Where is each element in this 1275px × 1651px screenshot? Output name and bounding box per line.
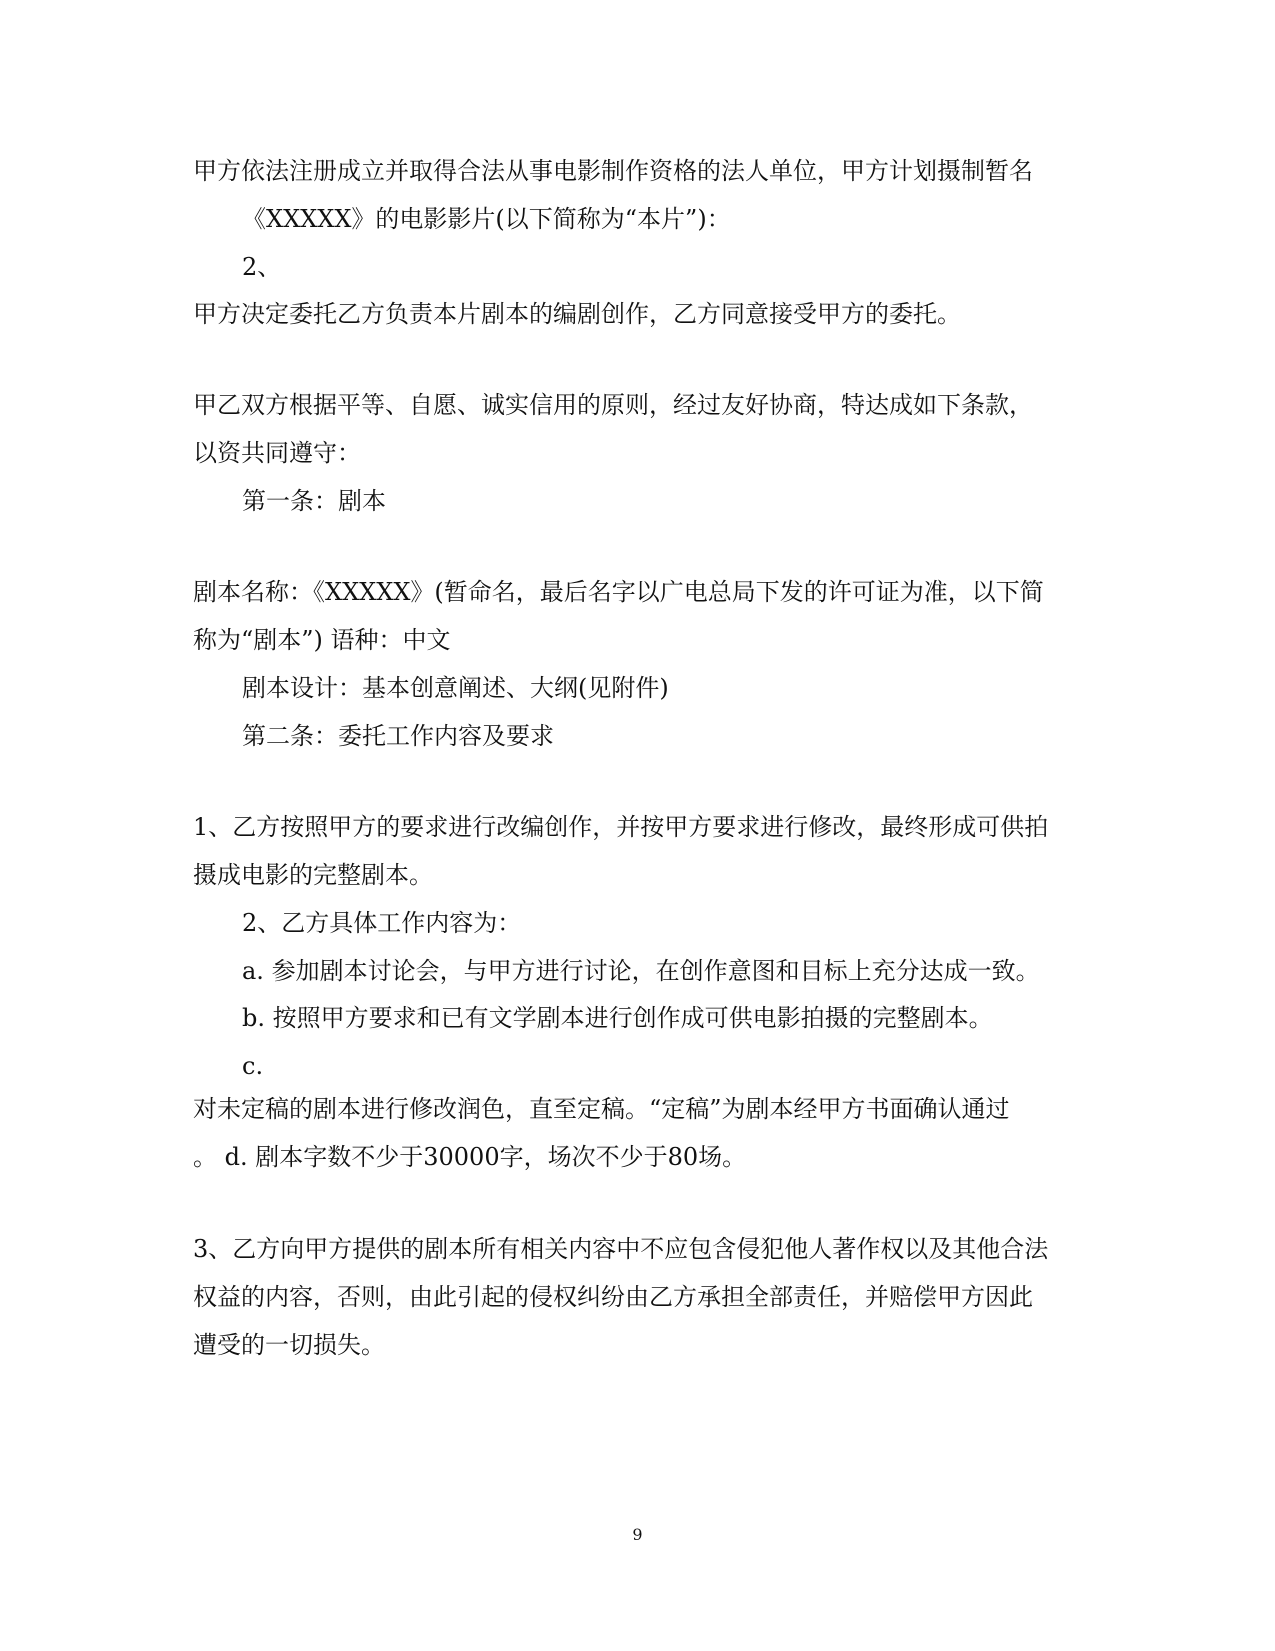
text-line: 摄成电影的完整剧本。 [193,861,433,889]
text-line: 遭受的一切损失。 [193,1331,385,1359]
text-line: 1、乙方按照甲方的要求进行改编创作，并按甲方要求进行修改，最终形成可供拍 [193,813,1049,841]
text-line: 2、 [242,253,282,281]
text-line: 剧本名称：《XXXXX》(暂命名，最后名字以广电总局下发的许可证为准，以下简 [193,578,1044,606]
text-line: 对未定稿的剧本进行修改润色，直至定稿。“定稿”为剧本经甲方书面确认通过 [193,1095,1010,1123]
list-item: c. [242,1052,264,1080]
text-line: 以资共同遵守： [193,439,361,467]
section-heading: 第一条：剧本 [242,487,386,515]
text-line: 2、乙方具体工作内容为： [242,909,522,937]
text-line: 甲方决定委托乙方负责本片剧本的编剧创作，乙方同意接受甲方的委托。 [193,300,961,328]
section-heading: 第二条：委托工作内容及要求 [242,722,554,750]
text-line: 甲方依法注册成立并取得合法从事电影制作资格的法人单位，甲方计划摄制暂名 [193,157,1033,185]
list-item: a. 参加剧本讨论会，与甲方进行讨论，在创作意图和目标上充分达成一致。 [242,957,1040,985]
text-line: 剧本设计：基本创意阐述、大纲(见附件) [242,674,669,702]
page-number: 9 [632,1525,643,1544]
text-line: 权益的内容，否则，由此引起的侵权纠纷由乙方承担全部责任，并赔偿甲方因此 [193,1283,1033,1311]
text-line: 称为“剧本”) 语种：中文 [193,626,451,654]
text-line: 3、乙方向甲方提供的剧本所有相关内容中不应包含侵犯他人著作权以及其他合法 [193,1235,1049,1263]
list-item: b. 按照甲方要求和已有文学剧本进行创作成可供电影拍摄的完整剧本。 [242,1004,993,1032]
text-line: 《XXXXX》的电影影片(以下简称为“本片”)： [242,205,731,233]
text-line: 甲乙双方根据平等、自愿、诚实信用的原则，经过友好协商，特达成如下条款， [193,391,1033,419]
text-line: 。 d. 剧本字数不少于30000字，场次不少于80场。 [193,1143,747,1171]
